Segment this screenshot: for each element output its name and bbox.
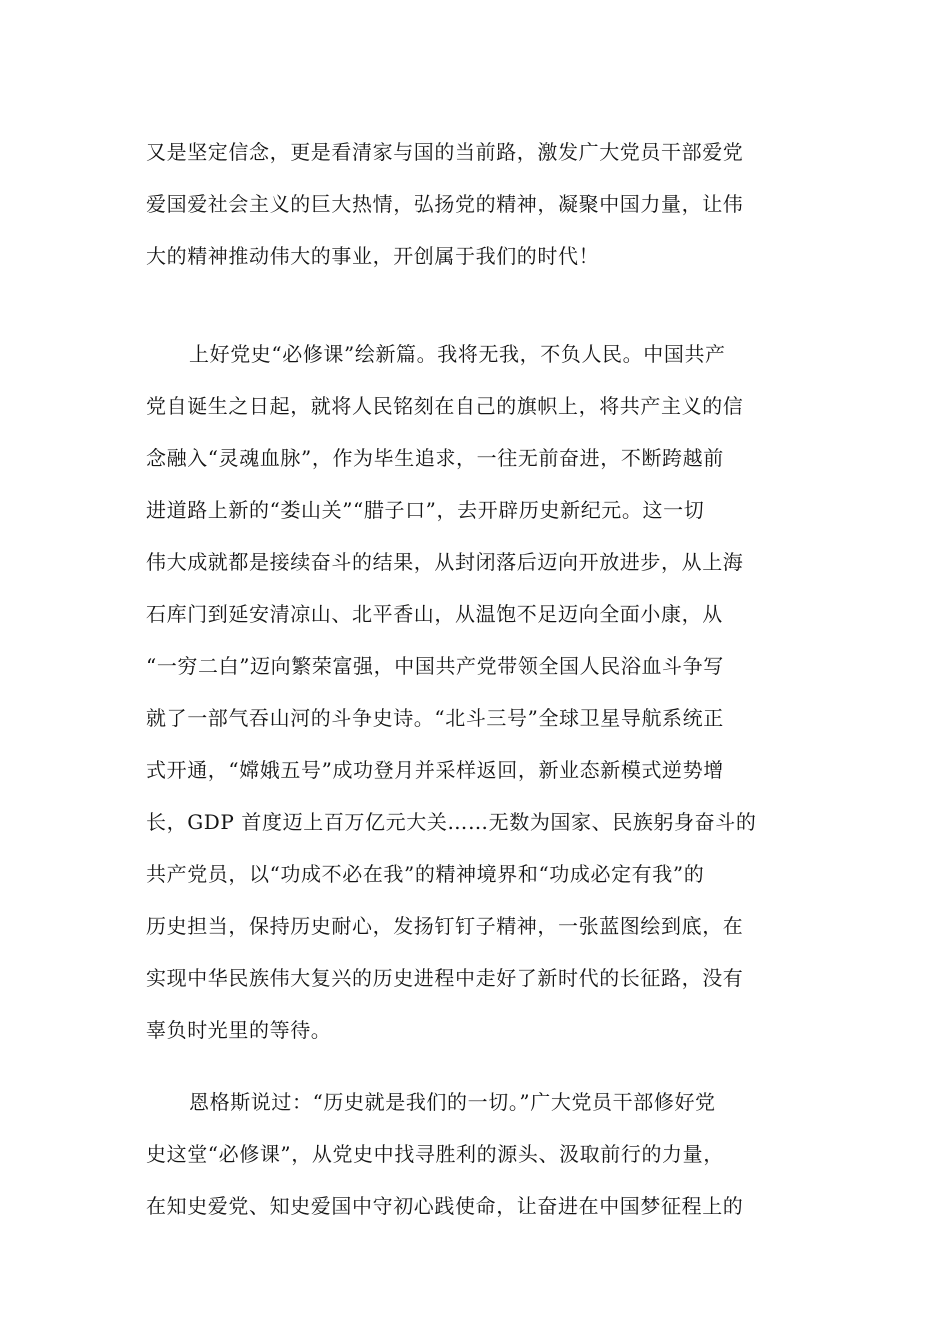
paragraph: [146, 1076, 792, 1232]
text-line: 爱国爱社会主义的巨大热情，弘扬党的精神，凝聚中国力量，让伟: [146, 192, 744, 216]
text-line: 上好党史“必修课”绘新篇。我将无我，不负人民。中国共产: [189, 342, 726, 366]
text-line: 石库门到延安清凉山、北平香山，从温饱不足迈向全面小康，从: [146, 602, 723, 626]
paragraph: [146, 328, 792, 1056]
text-line: 恩格斯说过：“历史就是我们的一切。”广大党员干部修好党: [189, 1090, 716, 1114]
paragraph: [146, 126, 792, 282]
text-line: 进道路上新的“娄山关”“腊子口”，去开辟历史新纪元。这一切: [146, 498, 705, 522]
text-line: 实现中华民族伟大复兴的历史进程中走好了新时代的长征路，没有: [146, 966, 744, 990]
text-line: 念融入“灵魂血脉”，作为毕生追求，一往无前奋进，不断跨越前: [146, 446, 724, 470]
text-line: 大的精神推动伟大的事业，开创属于我们的时代！: [146, 244, 600, 268]
text-line: 长，GDP 首度迈上百万亿元大关……无数为国家、民族躬身奋斗的: [146, 810, 757, 834]
text-line: 在知史爱党、知史爱国中守初心践使命，让奋进在中国梦征程上的: [146, 1194, 744, 1218]
text-line: 历史担当，保持历史耐心，发扬钉钉子精神，一张蓝图绘到底，在: [146, 914, 744, 938]
text-line: 就了一部气吞山河的斗争史诗。“北斗三号”全球卫星导航系统正: [146, 706, 724, 730]
text-line: 党自诞生之日起，就将人民铭刻在自己的旗帜上，将共产主义的信: [146, 394, 744, 418]
text-line: 式开通，“嫦娥五号”成功登月并采样返回，新业态新模式逆势增: [146, 758, 724, 782]
text-line: “一穷二白”迈向繁荣富强，中国共产党带领全国人民浴血斗争写: [146, 654, 724, 678]
text-line: 辜负时光里的等待。: [146, 1018, 332, 1042]
text-line: 又是坚定信念，更是看清家与国的当前路，激发广大党员干部爱党: [146, 140, 744, 164]
text-line: 史这堂“必修课”，从党史中找寻胜利的源头、汲取前行的力量，: [146, 1142, 724, 1166]
text-line: 共产党员，以“功成不必在我”的精神境界和“功成必定有我”的: [146, 862, 705, 886]
text-line: 伟大成就都是接续奋斗的结果，从封闭落后迈向开放进步，从上海: [146, 550, 744, 574]
